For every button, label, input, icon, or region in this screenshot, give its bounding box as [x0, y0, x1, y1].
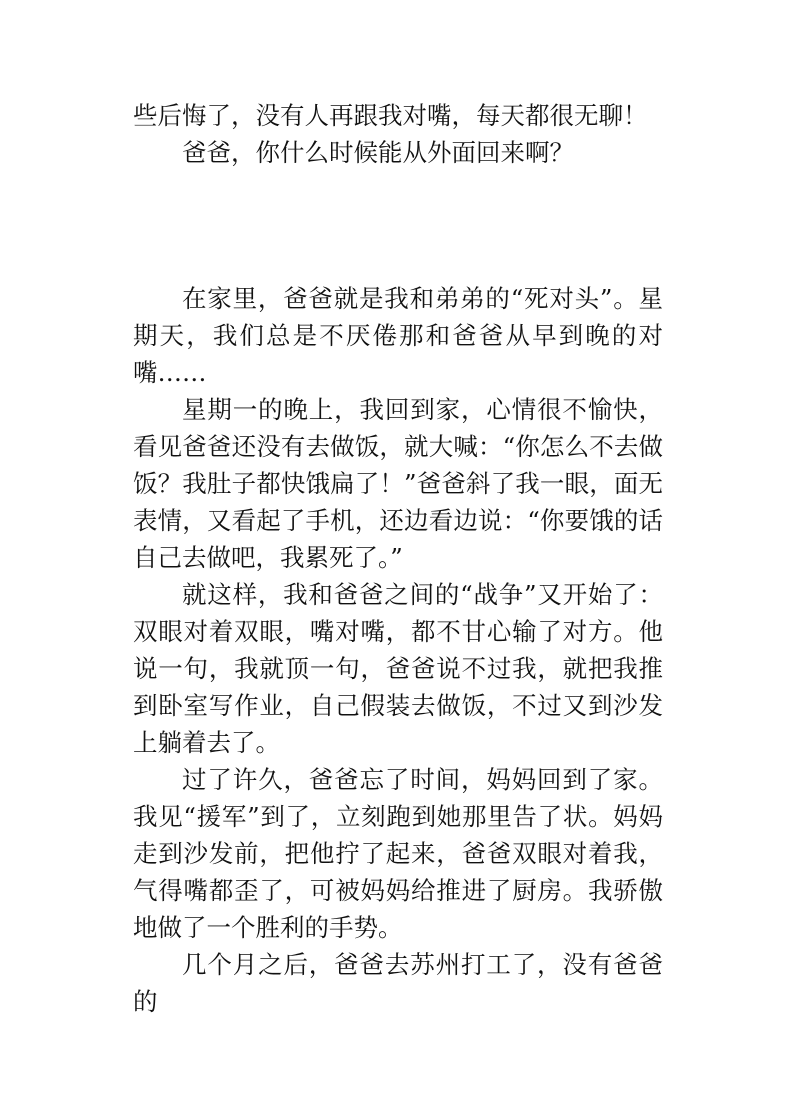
essay-body: [133, 280, 663, 1020]
paragraph-1: 在家里，爸爸就是我和弟弟的“死对头”。星期天，我们总是不厌倦那和爸爸从早到晚的对嘴……: [133, 284, 663, 387]
previous-text-block: [133, 97, 663, 171]
paragraph-4: 过了许久，爸爸忘了时间，妈妈回到了家。我见“援军”到了，立刻跑到她那里告了状。妈妈走到沙发前，把他拧了起来，爸爸双眼对着我，气得嘴都歪了，可被妈妈给推进了厨房。我骄傲地做了一个胜利的手势。: [133, 765, 663, 942]
paragraph-5: 几个月之后，爸爸去苏州打工了，没有爸爸的: [133, 950, 663, 1016]
paragraph-closing-question: 爸爸，你什么时候能从外面回来啊？: [182, 138, 574, 167]
paragraph-continuation: 些后悔了，没有人再跟我对嘴，每天都很无聊！: [133, 101, 648, 130]
paragraph-2: 星期一的晚上，我回到家，心情很不愉快，看见爸爸还没有去做饭，就大喊：“你怎么不去做饭？我肚子都快饿扁了！”爸爸斜了我一眼，面无表情，又看起了手机，还边看边说：“你要饿的话自己去做吧，我累死了。”: [133, 395, 663, 572]
paragraph-3: 就这样，我和爸爸之间的“战争”又开始了：双眼对着双眼，嘴对嘴，都不甘心输了对方。他说一句，我就顶一句，爸爸说不过我，就把我推到卧室写作业，自己假装去做饭，不过又到沙发上躺着去了。: [133, 580, 663, 757]
